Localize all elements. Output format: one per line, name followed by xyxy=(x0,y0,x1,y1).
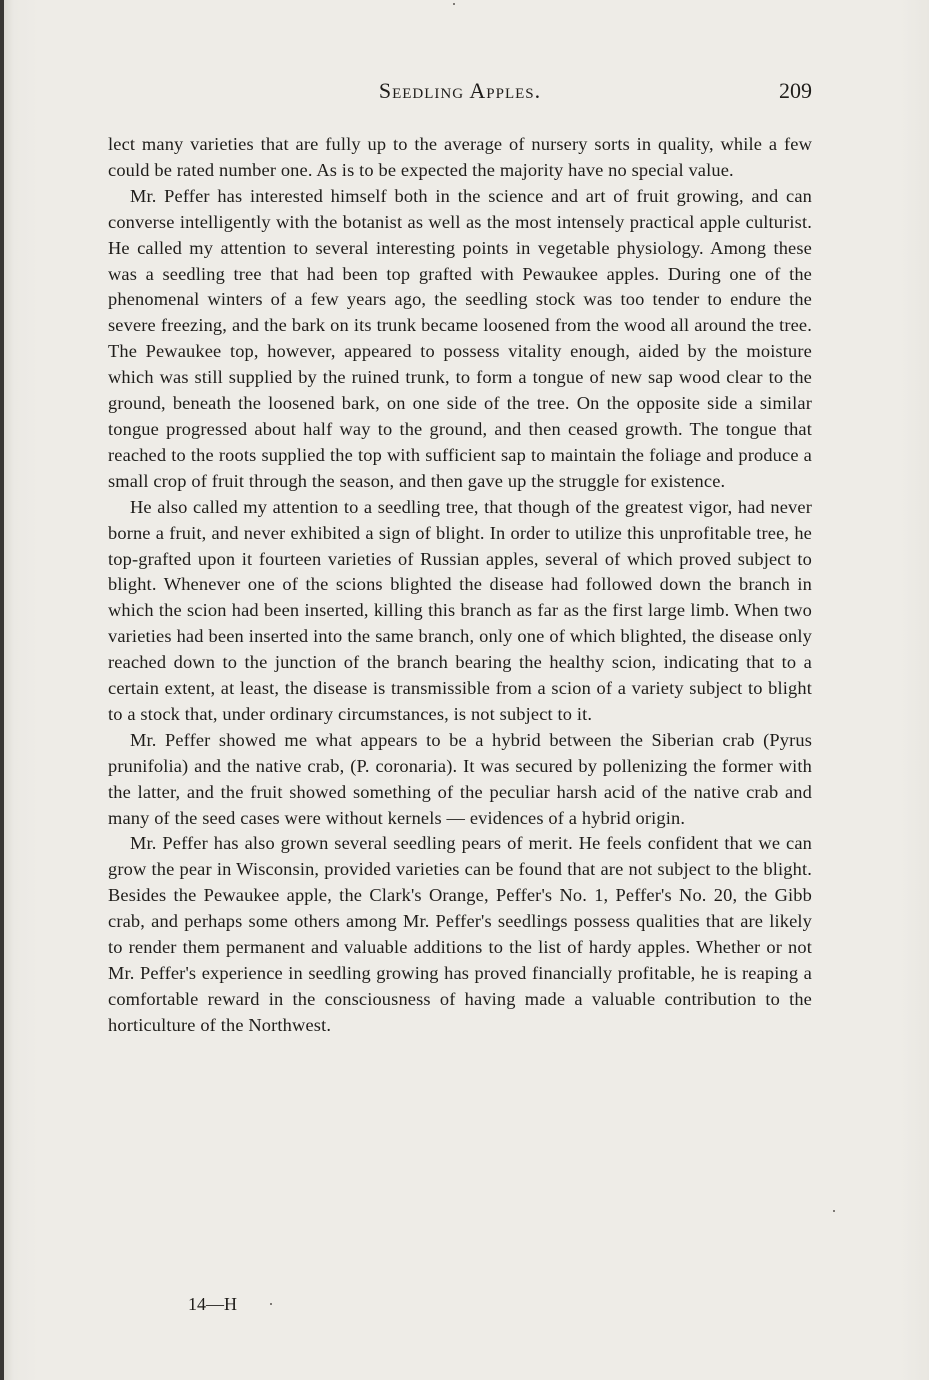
body-text xyxy=(108,132,812,1039)
signature-mark: 14—H xyxy=(188,1294,237,1314)
page-number: 209 xyxy=(779,78,812,103)
paragraph-2: Mr. Peffer has interested himself both in the science and art of fruit growing, and can converse intelligently with the botanist as well as the most intensely practical apple culturist. He called my attention to several interesting points in vegetable physiology. Among these was a seedling tree that had been top grafted with Pewaukee apples. During one of the phenomenal winters of a few years ago, the seedling stock was too tender to endure the severe freezing, and the bark on its trunk became loosened from the wood all around the tree. The Pewaukee top, however, appeared to possess vitality enough, aided by the moisture which was still supplied by the ruined trunk, to form a tongue of new sap wood clear to the ground, beneath the loosened bark, on one side of the tree. On the opposite side a similar tongue progressed about half way to the ground, and then ceased growth. The tongue that reached to the roots supplied the top with sufficient sap to maintain the foliage and produce a small crop of fruit through the season, and then gave up the struggle for existence. xyxy=(108,185,812,491)
paragraph-1: lect many varieties that are fully up to the average of nursery sorts in quality, while a few could be rated number one. As is to be expected the majority have no special value. xyxy=(108,134,812,180)
page-binding-edge xyxy=(0,0,4,1380)
paragraph-5: Mr. Peffer has also grown several seedling pears of merit. He feels confident that we can grow the pear in Wisconsin, provided varieties can be found that are not subject to the blight. Besides the Pewaukee apple, the Clark's Orange, Peffer's No. 1, Peffer's No. 20, the Gibb crab, and perhaps some others among Mr. Peffer's seedlings possess qualities that are likely to render them permanent and valuable additions to the list of hardy apples. Whether or not Mr. Peffer's experience in seedling growing has proved financially profitable, he is reaping a comfortable reward in the consciousness of having made a valuable contribution to the horticulture of the Northwest. xyxy=(108,833,812,1035)
ink-speck xyxy=(270,1303,272,1305)
running-title: Seedling Apples. xyxy=(378,78,542,103)
paragraph-4: Mr. Peffer showed me what appears to be a hybrid between the Siberian crab (Pyrus prunifolia) and the native crab, (P. coronaria). It was secured by pollenizing the former with the latter, and the fruit showed something of the peculiar harsh acid of the native crab and many of the seed cases were without kernels — evidences of a hybrid origin. xyxy=(108,729,812,828)
paragraph-3: He also called my attention to a seedling tree, that though of the greatest vigor, had never borne a fruit, and never exhibited a sign of blight. In order to utilize this unprofitable tree, he top-grafted upon it fourteen varieties of Russian apples, several of which proved subject to blight. Whenever one of the scions blighted the disease had followed down the branch in which the scion had been inserted, killing this branch as far as the first large limb. When two varieties had been inserted into the same branch, only one of which blighted, the disease only reached down to the junction of the branch bearing the healthy scion, indicating that to a certain extent, at least, the disease is transmissible from a scion of a variety subject to blight to a stock that, under ordinary circumstances, is not subject to it. xyxy=(108,496,812,724)
ink-speck xyxy=(833,1210,835,1212)
running-header xyxy=(108,78,812,104)
ink-speck xyxy=(453,3,455,5)
